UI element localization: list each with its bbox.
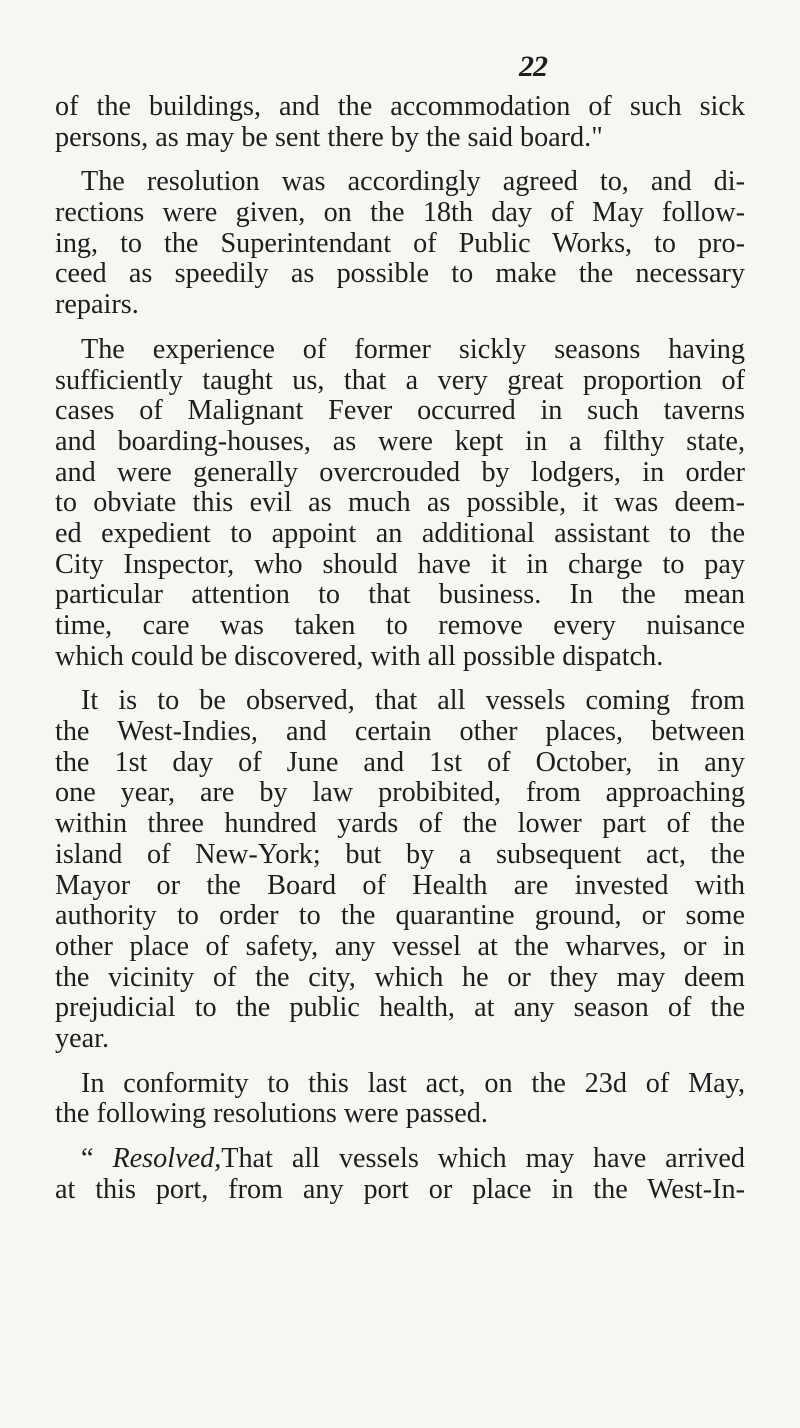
page-number: 22 — [519, 50, 547, 83]
text-line: at this port, from any port or place in the West-In- — [55, 1173, 745, 1205]
text-line: cases of Malignant Fever occurred in such taverns — [55, 395, 745, 427]
text-line: repairs. — [55, 289, 139, 321]
paragraph-4 — [55, 686, 745, 1054]
text-line: the vicinity of the city, which he or they may deem — [55, 961, 745, 993]
text-line: year. — [55, 1022, 109, 1054]
text-line: In conformity to this last act, on the 23d of May, — [81, 1067, 745, 1099]
text-line: which could be discovered, with all possible dispatch. — [55, 640, 664, 672]
text-line: sufficiently taught us, that a very great proportion of — [55, 364, 745, 396]
text-line: within three hundred yards of the lower part of the — [55, 808, 745, 840]
text-line: ing, to the Superintendant of Public Works, to pro- — [55, 227, 745, 259]
body-text — [55, 92, 745, 1205]
text-line: the West-Indies, and certain other places, between — [55, 716, 745, 748]
paragraph-5 — [55, 1069, 745, 1130]
text-line: particular attention to that business. In the mean — [55, 579, 745, 611]
paragraph-1 — [55, 92, 745, 153]
text-line: time, care was taken to remove every nuisance — [55, 610, 745, 641]
paragraph-2 — [55, 167, 745, 320]
text-line: rections were given, on the 18th day of May follow- — [55, 197, 745, 229]
text-line: one year, are by law probibited, from approaching — [55, 777, 745, 809]
text-line: The resolution was accordingly agreed to, and di- — [81, 166, 745, 198]
resolution-text: That all vessels which may have arrived — [221, 1143, 745, 1174]
text-line: ed expedient to appoint an additional assistant to the — [55, 517, 745, 549]
paragraph-3 — [55, 335, 745, 673]
text-line: It is to be observed, that all vessels coming from — [81, 685, 745, 717]
text-line — [55, 1144, 745, 1175]
text-line: prejudicial to the public health, at any season of the — [55, 992, 745, 1024]
text-line: of the buildings, and the accommodation of such sick — [55, 91, 745, 122]
text-line: and were generally overcrouded by lodgers, in order — [55, 456, 745, 488]
text-line: persons, as may be sent there by the said board." — [55, 121, 603, 153]
open-quote: “ — [81, 1143, 113, 1174]
text-line: and boarding-houses, as were kept in a filthy state, — [55, 425, 745, 457]
resolved-word: Resolved, — [112, 1143, 222, 1174]
text-line: the 1st day of June and 1st of October, in any — [55, 746, 745, 778]
text-line: authority to order to the quarantine ground, or some — [55, 900, 745, 932]
text-line: City Inspector, who should have it in charge to pay — [55, 548, 745, 580]
text-line: The experience of former sickly seasons having — [81, 333, 745, 365]
text-line: the following resolutions were passed. — [55, 1098, 488, 1130]
text-line: Mayor or the Board of Health are invested with — [55, 869, 745, 901]
text-line: ceed as speedily as possible to make the necessary — [55, 258, 745, 290]
paragraph-6 — [55, 1144, 745, 1205]
text-line: to obviate this evil as much as possible, it was deem- — [55, 487, 745, 519]
text-line: island of New-York; but by a subsequent act, the — [55, 838, 745, 870]
text-line: other place of safety, any vessel at the wharves, or in — [55, 930, 745, 962]
